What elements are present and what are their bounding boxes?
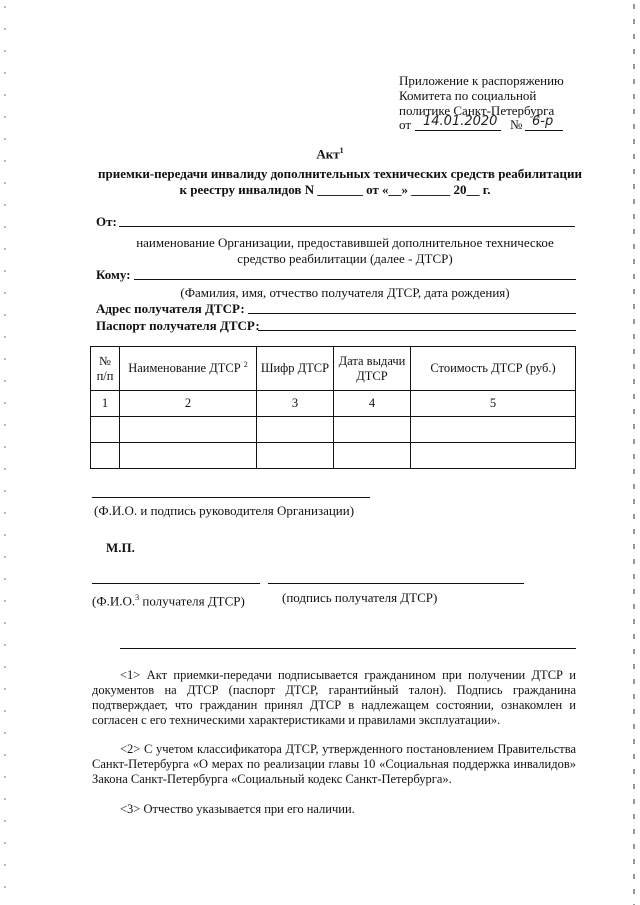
- handwritten-number: 6-р: [532, 114, 554, 129]
- table-cell: 1: [91, 391, 120, 417]
- scan-edge-left: [4, 0, 6, 905]
- from-label: От:: [96, 214, 117, 229]
- appendix-line-3: политике Санкт-Петербурга: [399, 103, 555, 118]
- from-line[interactable]: [119, 226, 575, 227]
- header-cost: Стоимость ДТСР (руб.): [411, 347, 576, 391]
- to-label: Кому:: [96, 267, 131, 282]
- appendix-date-row: [399, 114, 599, 133]
- footnote-2: <2> С учетом классификатора ДТСР, утвержденного постановлением Правительства Санкт-Петербурга «О мерах по реализации главы 10 «Социальная поддержка инвалидов» Закона Санкт-Петербурга «Социальный кодекс Санкт-Петербурга».: [92, 742, 576, 786]
- address-label: Адрес получателя ДТСР:: [96, 301, 245, 316]
- header-name: Наименование ДТСР $^2$: [120, 347, 257, 391]
- registry-line: к реестру инвалидов N _______ от «__» ______ 20__ г.: [179, 182, 491, 197]
- table-cell[interactable]: [257, 417, 334, 443]
- table-cell: 5: [411, 391, 576, 417]
- number-underline: [525, 130, 563, 131]
- footnote-3: <3> Отчество указывается при его наличии.: [120, 802, 355, 816]
- appendix-line-1: Приложение к распоряжению: [399, 73, 564, 88]
- scan-edge-right: [633, 0, 635, 905]
- dtsr-table: [90, 346, 576, 469]
- footnote-ref-3: 3: [135, 593, 140, 602]
- number-prefix: №: [510, 117, 523, 132]
- table-cell: 2: [120, 391, 257, 417]
- to-caption: (Фамилия, имя, отчество получателя ДТСР, дата рождения): [180, 285, 510, 300]
- date-underline: [415, 130, 501, 131]
- table-cell[interactable]: [411, 417, 576, 443]
- recipient-name-line[interactable]: [92, 583, 260, 584]
- table-cell[interactable]: [91, 443, 120, 469]
- table-cell[interactable]: [91, 417, 120, 443]
- table-cell[interactable]: [120, 443, 257, 469]
- from-caption-1: наименование Организации, предоставившей дополнительное техническое: [136, 235, 554, 250]
- table-row: [91, 443, 576, 469]
- header-date: Дата выдачи ДТСР: [334, 347, 411, 391]
- appendix-line-2: Комитета по социальной: [399, 88, 537, 103]
- passport-line[interactable]: [258, 330, 576, 331]
- table-row: [91, 417, 576, 443]
- recipient-sign-caption: (подпись получателя ДТСР): [282, 590, 438, 605]
- header-number: № п/п: [91, 347, 120, 391]
- table-cell: 3: [257, 391, 334, 417]
- footnote-ref-1: 1: [339, 146, 344, 155]
- appendix-block: [399, 73, 599, 118]
- to-line[interactable]: [134, 279, 576, 280]
- date-prefix: от: [399, 117, 412, 132]
- table-cell[interactable]: [120, 417, 257, 443]
- table-cell[interactable]: [411, 443, 576, 469]
- act-subtitle: приемки-передачи инвалиду дополнительных технических средств реабилитации: [98, 166, 582, 181]
- table-row: [91, 391, 576, 417]
- stamp-label: М.П.: [106, 540, 135, 555]
- footnote-ref-2: 2: [243, 360, 248, 370]
- table-header-row: [91, 347, 576, 391]
- passport-label: Паспорт получателя ДТСР:: [96, 318, 260, 333]
- table-cell[interactable]: [257, 443, 334, 469]
- table-cell: 4: [334, 391, 411, 417]
- table-cell[interactable]: [334, 443, 411, 469]
- head-signature-line[interactable]: [92, 497, 370, 498]
- act-title: Акт$^1$: [316, 146, 344, 162]
- recipient-name-caption: (Ф.И.О.$^3$ получателя ДТСР): [92, 593, 245, 609]
- from-caption-2: средство реабилитации (далее - ДТСР): [237, 251, 453, 266]
- recipient-sign-line[interactable]: [268, 583, 524, 584]
- head-signature-caption: (Ф.И.О. и подпись руководителя Организации): [94, 503, 355, 518]
- header-code: Шифр ДТСР: [257, 347, 334, 391]
- table-cell[interactable]: [334, 417, 411, 443]
- footnote-1: <1> Акт приемки-передачи подписывается гражданином при получении ДТСР и документов на ДТСР (паспорт ДТСР, гарантийный талон). Подпись гражданина подтверждает, что гражданин принял ДТСР в надлежащем состоянии, ознакомлен и согласен с его техническими характеристиками и правилами эксплуатации».: [92, 668, 576, 727]
- footnote-separator: [120, 648, 576, 649]
- address-line[interactable]: [248, 313, 576, 314]
- handwritten-date: 14.01.2020: [423, 114, 498, 129]
